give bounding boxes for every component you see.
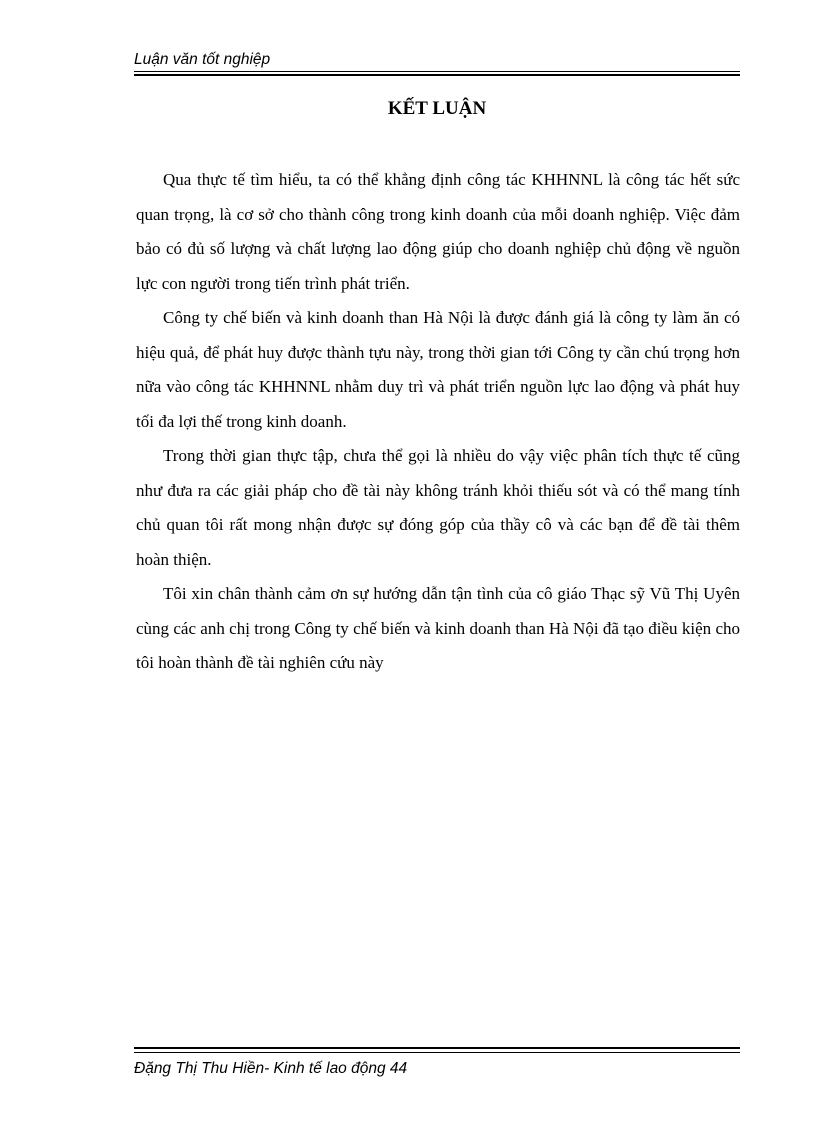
footer-text: Đặng Thị Thu Hiền- Kinh tế lao động 44 [134, 1060, 408, 1077]
footer-rule-top [134, 1047, 740, 1049]
header-rule-top [134, 71, 740, 72]
header-text: Luận văn tốt nghiệp [134, 51, 271, 68]
paragraph-1: Qua thực tế tìm hiểu, ta có thể khẳng định công tác KHHNNL là công tác hết sức quan trọng, là cơ sở cho thành công trong kinh doanh của mỗi doanh nghiệp. Việc đảm bảo có đủ số lượng và chất lượng lao động giúp cho doanh nghiệp chủ động về nguồn lực con người trong tiến trình phát triển. [136, 170, 740, 293]
page-title: KẾT LUẬN [387, 98, 487, 119]
header-rule-bottom [134, 74, 740, 76]
footer-rule-bottom [134, 1052, 740, 1053]
paragraph-4: Tôi xin chân thành cảm ơn sự hướng dẫn tận tình của cô giáo Thạc sỹ Vũ Thị Uyên cùng các anh chị trong Công ty chế biến và kinh doanh than Hà Nội đã tạo điều kiện cho tôi hoàn thành đề tài nghiên cứu này [136, 584, 740, 672]
paragraph-3: Trong thời gian thực tập, chưa thể gọi là nhiều do vậy việc phân tích thực tế cũng như đưa ra các giải pháp cho đề tài này không tránh khỏi thiếu sót và có thể mang tính chủ quan tôi rất mong nhận được sự đóng góp của thầy cô và các bạn để đề tài thêm hoàn thiện. [136, 446, 740, 569]
page-header [134, 50, 740, 70]
paragraph-2: Công ty chế biến và kinh doanh than Hà Nội là được đánh giá là công ty làm ăn có hiệu quả, để phát huy được thành tựu này, trong thời gian tới Công ty cần chú trọng hơn nữa vào công tác KHHNNL nhằm duy trì và phát triển nguồn lực lao động và phát huy tối đa lợi thế trong kinh doanh. [136, 308, 740, 431]
body-text [136, 163, 740, 681]
